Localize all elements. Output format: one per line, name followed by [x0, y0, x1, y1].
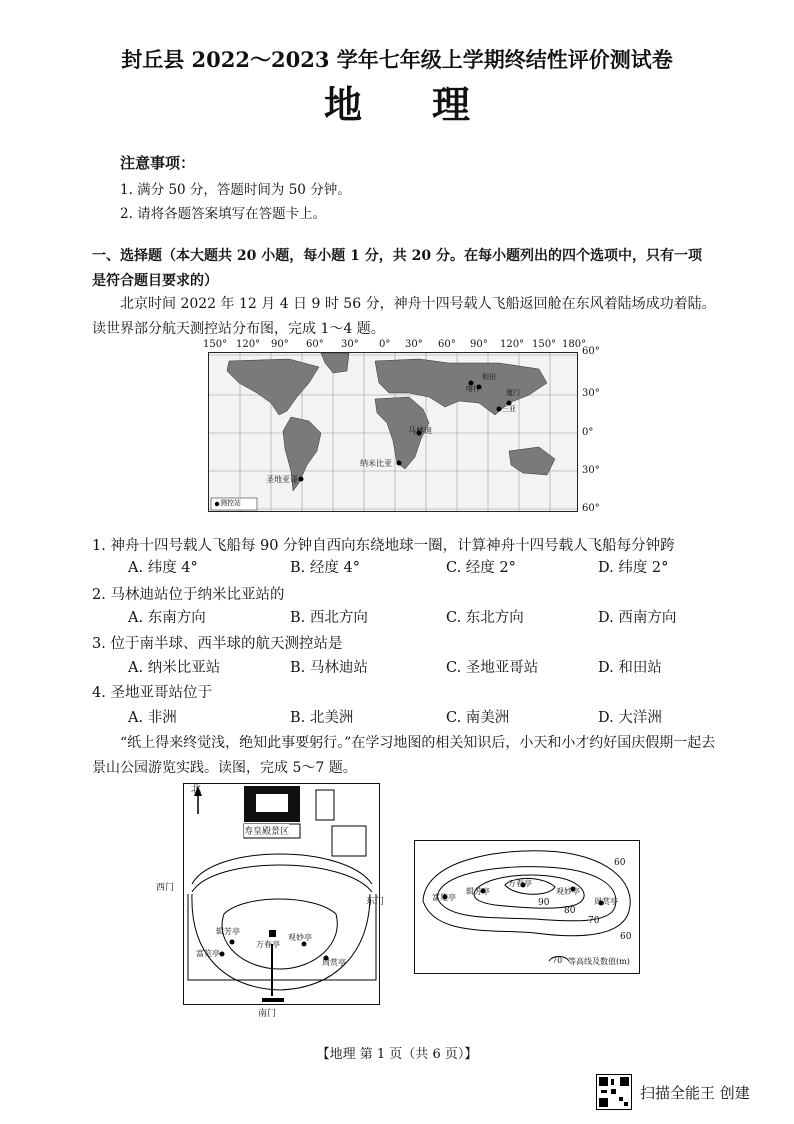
world-map-graphic	[209, 353, 577, 511]
contour-pavilion-jifang: 辑芳亭	[466, 887, 490, 896]
station-xiamen: 厦门	[506, 389, 520, 397]
north-label: 北	[191, 784, 201, 795]
pavilion-zhoushang: 周赏亭	[322, 958, 346, 967]
contour-value: 90	[538, 898, 550, 908]
note-2: 2. 请将各题答案填写在答题卡上。	[120, 206, 327, 222]
q2-option-b[interactable]: B. 西北方向	[290, 610, 368, 626]
lon-label: 30°	[341, 339, 359, 350]
q3-option-a[interactable]: A. 纳米比亚站	[128, 660, 221, 676]
contour-pavilion-wanchun: 万春亭	[508, 879, 532, 888]
exam-title: 封丘县 2022～2023 学年七年级上学期终结性评价测试卷	[121, 47, 673, 72]
q4-option-d[interactable]: D. 大洋洲	[598, 710, 662, 726]
question-1: 1. 神舟十四号载人飞船每 90 分钟自西向东绕地球一圈，计算神舟十四号载人飞船每分钟跨	[92, 538, 675, 554]
contour-legend-text: 等高线及数值(m)	[568, 957, 630, 966]
q3-option-d[interactable]: D. 和田站	[598, 660, 662, 676]
lon-label: 90°	[470, 339, 488, 350]
q1-option-d[interactable]: D. 纬度 2°	[598, 560, 669, 576]
q1-option-a[interactable]: A. 纬度 4°	[128, 560, 198, 576]
notes-heading: 注意事项：	[120, 154, 196, 172]
station-kashi: 喀什	[466, 385, 480, 393]
lon-label: 120°	[500, 339, 525, 350]
section-heading: 一、选择题（本大题共 20 小题，每小题 1 分，共 20 分。在每小题列出的四个选项中，只有一项是符合题目要求的）	[92, 248, 702, 289]
contour-pavilion-zhoushang: 周赏亭	[594, 897, 618, 906]
park-map-graphic	[184, 784, 379, 1004]
lon-label: 60°	[306, 339, 324, 350]
q2-option-c[interactable]: C. 东北方向	[446, 610, 524, 626]
passage-2: “纸上得来终觉浅，绝知此事要躬行。”在学习地图的相关知识后，小天和小才约好国庆假期一起去景山公园游览实践。读图，完成 5～7 题。	[92, 735, 716, 776]
lat-label: 60°	[582, 346, 600, 357]
lon-label: 0°	[379, 339, 391, 350]
lon-label: 120°	[236, 339, 261, 350]
question-4: 4. 圣地亚哥站位于	[92, 685, 212, 701]
lon-label: 60°	[438, 339, 456, 350]
lat-label: 30°	[582, 465, 600, 476]
lon-label: 90°	[271, 339, 289, 350]
west-gate-label: 西门	[156, 883, 175, 893]
east-gate-label: 东门	[366, 897, 385, 907]
q4-option-c[interactable]: C. 南美洲	[446, 710, 510, 726]
question-2: 2. 马林迪站位于纳米比亚站的	[92, 587, 285, 603]
qr-code-icon	[596, 1074, 632, 1110]
lat-label: 60°	[582, 503, 600, 514]
contour-legend-value: 70	[552, 956, 563, 965]
lat-label: 30°	[582, 388, 600, 399]
q1-option-b[interactable]: B. 经度 4°	[290, 560, 360, 576]
note-1: 1. 满分 50 分，答题时间为 50 分钟。	[120, 182, 351, 198]
map-legend-label: 测控站	[220, 499, 241, 507]
world-station-map	[208, 352, 578, 512]
contour-value: 60	[620, 932, 632, 942]
contour-map	[414, 840, 640, 974]
page-footer: 【地理 第 1 页（共 6 页）】	[316, 1047, 478, 1062]
q3-option-b[interactable]: B. 马林迪站	[290, 660, 368, 676]
lon-label: 30°	[405, 339, 423, 350]
subject-title: 地理	[323, 82, 540, 127]
pavilion-guanmiao: 观妙亭	[288, 933, 312, 942]
pavilion-fulan: 富览亭	[196, 949, 220, 958]
contour-value: 60	[614, 858, 626, 868]
lon-label: 150°	[203, 339, 228, 350]
shouhuang-label: 寿皇殿景区	[244, 824, 289, 837]
lon-label: 150°	[532, 339, 557, 350]
contour-value: 80	[564, 906, 576, 916]
pavilion-wanchun: 万春亭	[256, 940, 280, 949]
q4-option-a[interactable]: A. 非洲	[128, 710, 177, 726]
pavilion-jifang: 辑芳亭	[216, 927, 240, 936]
q4-option-b[interactable]: B. 北美洲	[290, 710, 354, 726]
intro-paragraph: 北京时间 2022 年 12 月 4 日 9 时 56 分，神舟十四号载人飞船返回舱在东风着陆场成功着陆。读世界部分航天测控站分布图，完成 1～4 题。	[92, 296, 716, 337]
contour-value: 70	[588, 916, 600, 926]
station-santiago: 圣地亚哥	[266, 475, 298, 484]
q2-option-a[interactable]: A. 东南方向	[128, 610, 206, 626]
station-sanya: 三亚	[502, 405, 516, 413]
station-hetian: 和田	[482, 373, 496, 381]
contour-graphic	[415, 841, 639, 973]
park-map	[183, 783, 380, 1005]
contour-pavilion-fulan: 富览亭	[432, 893, 456, 902]
south-gate-label: 南门	[258, 1009, 277, 1019]
scanner-watermark: 扫描全能王 创建	[640, 1084, 750, 1102]
contour-pavilion-guanmiao: 观妙亭	[556, 887, 580, 896]
station-namibia: 纳米比亚	[360, 459, 392, 468]
q2-option-d[interactable]: D. 西南方向	[598, 610, 677, 626]
lon-label: 180°	[562, 339, 587, 350]
lat-label: 0°	[582, 427, 594, 438]
question-3: 3. 位于南半球、西半球的航天测控站是	[92, 636, 343, 652]
q1-option-c[interactable]: C. 经度 2°	[446, 560, 516, 576]
station-malindi: 马林迪	[408, 426, 432, 435]
q3-option-c[interactable]: C. 圣地亚哥站	[446, 660, 539, 676]
